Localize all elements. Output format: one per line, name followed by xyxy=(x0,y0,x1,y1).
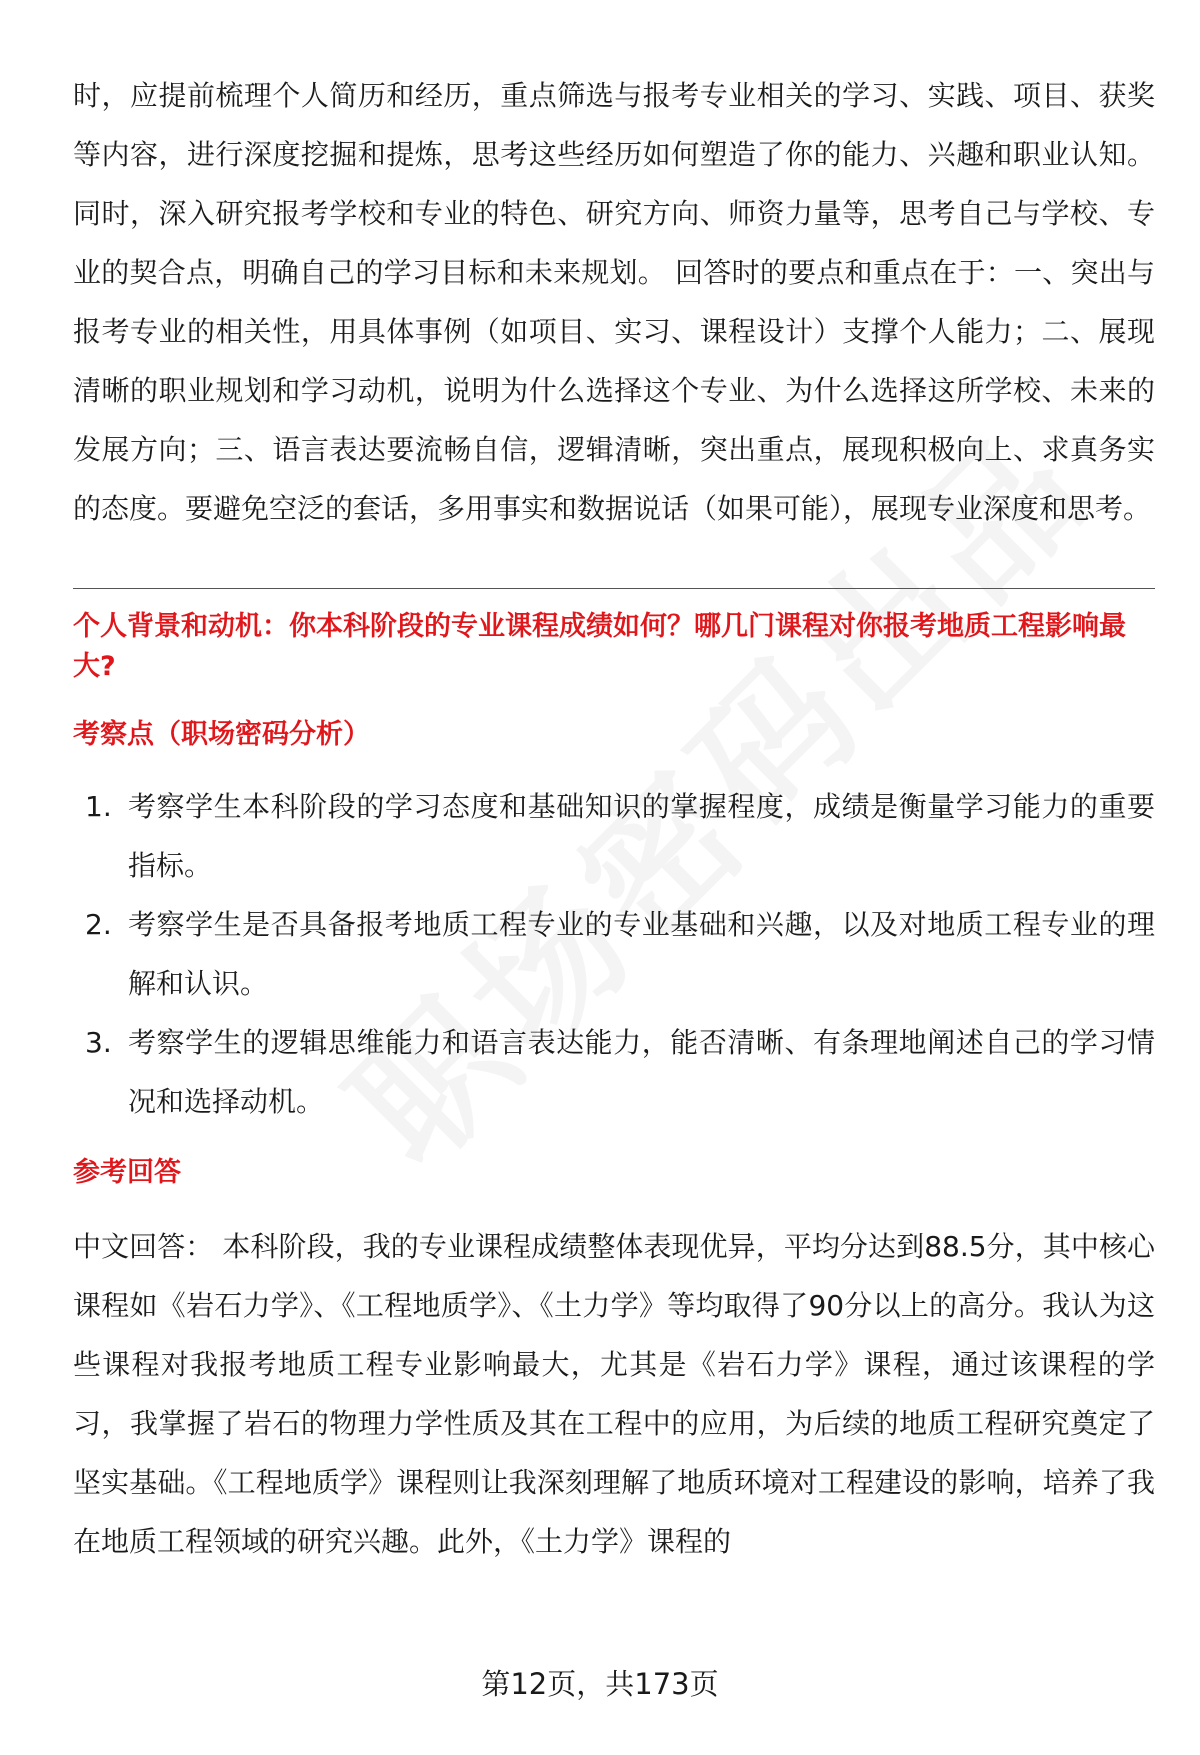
page-number-footer: 第12页，共173页 xyxy=(481,1667,719,1701)
answer-paragraph: 中文回答： 本科阶段，我的专业课程成绩整体表现优异，平均分达到88.5分，其中核心课程如《岩石力学》、《工程地质学》、《土力学》等均取得了90分以上的高分。我认为这些课程对我报考地质工程专业影响最大，尤其是《岩石力学》课程，通过该课程的学习，我掌握了岩石的物理力学性质及其在工程中的应用，为后续的地质工程研究奠定了坚实基础。《工程地质学》课程则让我深刻理解了地质环境对工程建设的影响，培养了我在地质工程领域的研究兴趣。此外，《土力学》课程的 xyxy=(73,1230,1155,1558)
intro-paragraph: 时，应提前梳理个人简历和经历，重点筛选与报考专业相关的学习、实践、项目、获奖等内容，进行深度挖掘和提炼，思考这些经历如何塑造了你的能力、兴趣和职业认知。同时，深入研究报考学校和专业的特色、研究方向、师资力量等，思考自己与学校、专业的契合点，明确自己的学习目标和未来规划。 回答时的要点和重点在于：一、突出与报考专业的相关性，用具体事例（如项目、实习、课程设计）支撑个人能力；二、展现清晰的职业规划和学习动机，说明为什么选择这个专业、为什么选择这所学校、未来的发展方向；三、语言表达要流畅自信，逻辑清晰，突出重点，展现积极向上、求真务实的态度。要避免空泛的套话，多用事实和数据说话（如果可能），展现专业深度和思考。 xyxy=(73,79,1155,525)
page-content xyxy=(73,66,1155,1571)
exam-point-item xyxy=(73,1013,1155,1131)
exam-point-number: 1. xyxy=(85,790,112,823)
exam-point-number: 2. xyxy=(85,908,112,941)
exam-point-item xyxy=(73,777,1155,895)
exam-point-text: 考察学生本科阶段的学习态度和基础知识的掌握程度，成绩是衡量学习能力的重要指标。 xyxy=(128,790,1155,882)
exam-points-list xyxy=(73,777,1155,1131)
exam-point-text: 考察学生的逻辑思维能力和语言表达能力，能否清晰、有条理地阐述自己的学习情况和选择动机。 xyxy=(128,1026,1155,1118)
exam-point-text: 考察学生是否具备报考地质工程专业的专业基础和兴趣，以及对地质工程专业的理解和认识。 xyxy=(128,908,1155,1000)
exam-point-number: 3. xyxy=(85,1026,112,1059)
question-title: 个人背景和动机：你本科阶段的专业课程成绩如何？哪几门课程对你报考地质工程影响最大? xyxy=(73,611,1126,682)
section-divider xyxy=(73,588,1155,589)
answer-heading: 参考回答 xyxy=(73,1157,181,1188)
exam-point-item xyxy=(73,895,1155,1013)
exam-points-heading: 考察点（职场密码分析） xyxy=(73,719,370,750)
